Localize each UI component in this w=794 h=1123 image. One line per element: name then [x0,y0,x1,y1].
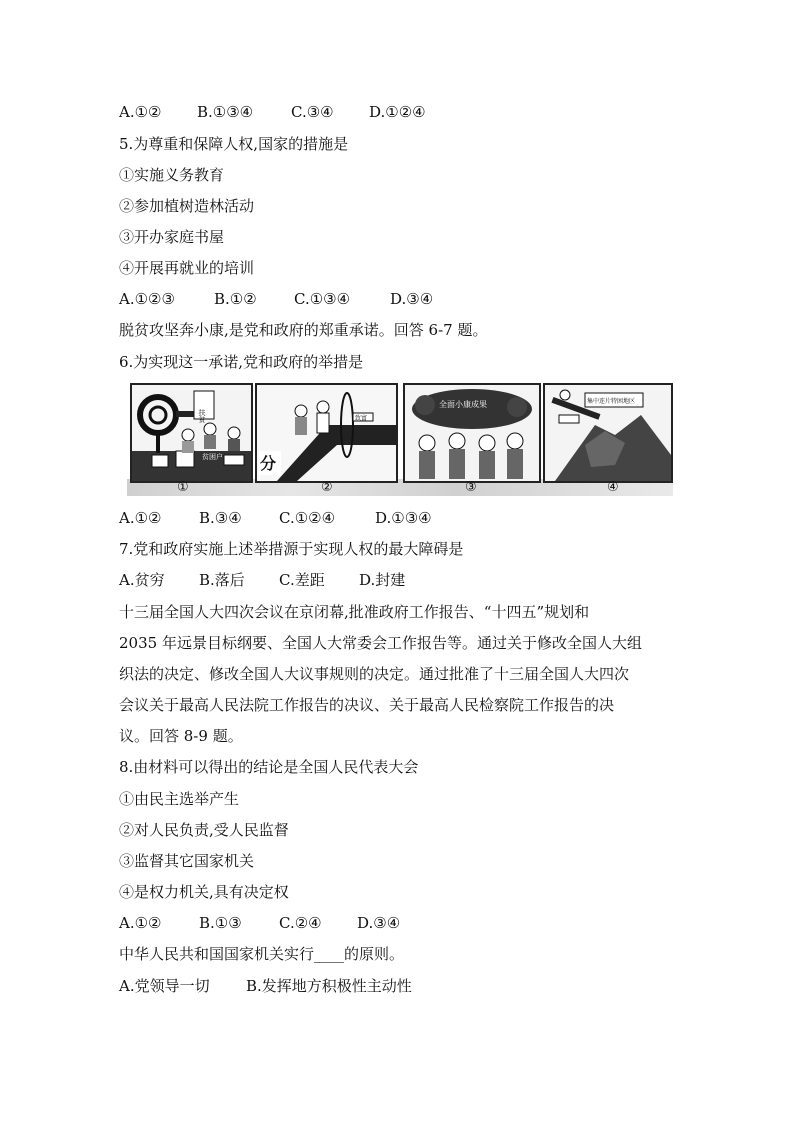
panel-2-sign-text: 致富 [355,415,368,422]
q7-option-c: C.差距 [279,571,325,589]
q5-item: ④开展再就业的培训 [119,259,255,277]
panel-1-drawing [132,385,251,481]
q7-stem: 7.党和政府实施上述举措源于实现人权的最大障碍是 [119,540,464,558]
q8-option-d: D.③④ [357,914,401,932]
q7-option-a: A.贫穷 [119,571,165,589]
panel-1-label-text: 贫困户 [202,453,223,461]
q6-stem: 6.为实现这一承诺,党和政府的举措是 [119,353,364,371]
cartoon-panel-4 [543,383,673,483]
q8-item: ①由民主选举产生 [119,790,240,808]
q5-item: ③开办家庭书屋 [119,228,225,246]
material-2-line: 议。回答 8-9 题。 [119,727,243,745]
q5-option-c: C.①③④ [294,290,351,308]
panel-2-label: ② [321,480,333,495]
q4-option-a: A.①② [119,103,162,121]
q5-option-a: A.①②③ [119,290,175,308]
material-2-line: 十三届全国人大四次会议在京闭幕,批准政府工作报告、“十四五”规划和 [119,603,590,621]
cartoon-figure [127,383,673,496]
q5-stem: 5.为尊重和保障人权,国家的措施是 [119,135,349,153]
q5-item: ①实施义务教育 [119,166,225,184]
q6-option-b: B.③④ [199,509,242,527]
q8-item: ④是权力机关,具有决定权 [119,883,289,901]
q8-item: ②对人民负责,受人民监督 [119,821,289,839]
q9-option-a: A.党领导一切 [119,977,210,995]
q7-option-d: D.封建 [359,571,406,589]
q7-option-b: B.落后 [199,571,245,589]
q8-item: ③监督其它国家机关 [119,852,255,870]
q9-options [119,976,412,996]
panel-4-sign-text: 集中连片特困地区 [587,398,636,405]
q5-item: ②参加植树造林活动 [119,197,255,215]
cartoon-panel-1 [130,383,253,483]
material-1: 脱贫攻坚奔小康,是党和政府的郑重承诺。回答 6-7 题。 [119,321,488,339]
panel-3-cloud-text: 全面小康成果 [439,400,487,409]
panel-1-label: ① [177,480,189,495]
q4-option-c: C.③④ [291,103,334,121]
q6-option-d: D.①③④ [375,509,432,527]
panel-3-drawing [405,385,539,481]
q9-option-b: B.发挥地方积极性主动性 [246,977,412,995]
q4-option-d: D.①②④ [369,103,426,121]
q8-option-c: C.②④ [279,914,322,932]
q4-option-b: B.①③④ [197,103,254,121]
q6-option-c: C.①②④ [279,509,336,527]
q9-stem: 中华人民共和国国家机关实行____的原则。 [119,945,405,963]
panel-4-drawing [545,385,671,481]
panel-1-sign-text: 扶贫 [198,409,206,423]
q5-options [119,289,433,309]
q6-option-a: A.①② [119,509,162,527]
q4-options [119,102,426,122]
material-2-line: 织法的决定、修改全国人大议事规则的决定。通过批准了十三届全国人大四次 [119,665,630,683]
material-2-line: 会议关于最高人民法院工作报告的决议、关于最高人民检察院工作报告的决 [119,696,615,714]
q7-options [119,570,405,590]
q6-options [119,508,432,528]
cartoon-panel-2 [255,383,398,483]
panel-2-glyph: 分 [260,454,277,473]
q8-option-a: A.①② [119,914,162,932]
panel-4-label: ④ [607,480,619,495]
q5-option-b: B.①② [214,290,257,308]
q8-options [119,913,400,933]
q8-stem: 8.由材料可以得出的结论是全国人民代表大会 [119,758,419,776]
q5-option-d: D.③④ [390,290,434,308]
q8-option-b: B.①③ [199,914,242,932]
panel-2-drawing [257,385,396,481]
cartoon-panel-3 [403,383,541,483]
material-2-line: 2035 年远景目标纲要、全国人大常委会工作报告等。通过关于修改全国人大组 [119,634,642,652]
panel-3-label: ③ [465,480,477,495]
